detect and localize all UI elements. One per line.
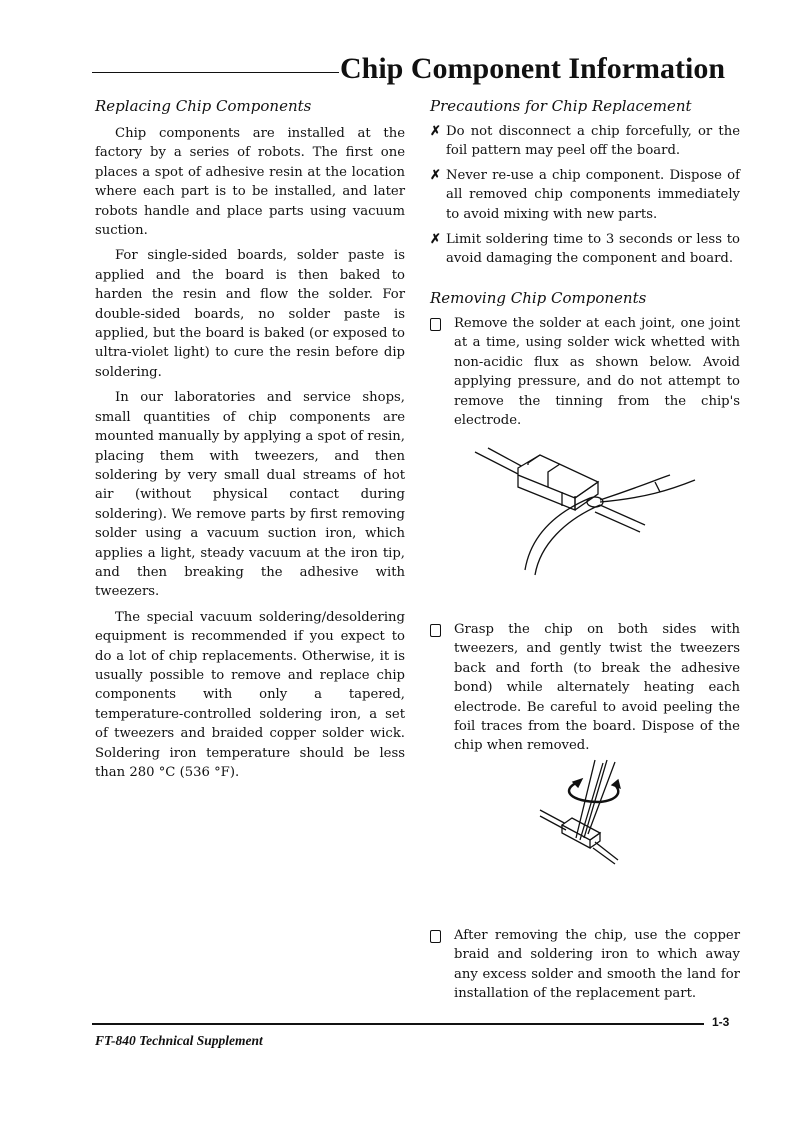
removing-step <box>430 926 740 1004</box>
replacing-heading: Replacing Chip Components <box>95 97 312 115</box>
x-mark-icon: ✗ <box>430 232 442 247</box>
removing-step <box>430 314 740 430</box>
tweezers-twist-illustration <box>500 730 640 870</box>
page-number: 1-3 <box>712 1015 730 1029</box>
precaution-text: Do not disconnect a chip forcefully, or the foil pattern may peel off the board. <box>446 124 740 159</box>
precautions-heading: Precautions for Chip Replacement <box>430 97 692 115</box>
footer-title: FT-840 Technical Supplement <box>95 1033 263 1048</box>
checkbox-square-icon <box>430 930 441 943</box>
precaution-item <box>430 122 740 161</box>
x-mark-icon: ✗ <box>430 168 442 183</box>
paragraph: Chip components are installed at the factory by a series of robots. The first one places a spot of adhesive resin at the location where each part is to be installed, and later robots handle and place parts using vacuum suction. <box>95 126 405 239</box>
precaution-item <box>430 230 740 269</box>
x-mark-icon: ✗ <box>430 124 442 139</box>
checkbox-square-icon <box>430 318 441 331</box>
checkbox-square-icon <box>430 624 441 637</box>
step-text: Remove the solder at each joint, one joint at a time, using solder wick whetted with non-acidic flux as shown below. Avoid applying pressure, and do not attempt to remove the tinning from the chip's electrode. <box>454 316 740 429</box>
precaution-text: Never re-use a chip component. Dispose of all removed chip components immediately to avoid mixing with new parts. <box>446 168 740 222</box>
paragraph: For single-sided boards, solder paste is applied and the board is then baked to harden the resin and flow the solder. For double-sided boards, no solder paste is applied, but the board is baked (or exposed to ultra-violet light) to cure the resin before dip soldering. <box>95 248 405 380</box>
step-text: After removing the chip, use the copper braid and soldering iron to which away any excess solder and smooth the land for installation of the replacement part. <box>454 928 740 1002</box>
paragraph: In our laboratories and service shops, small quantities of chip components are mounted manually by applying a spot of resin, placing them with tweezers, and then soldering by very small dual streams of hot air (without physical contact during soldering). We remove parts by first removing solder using a vacuum suction iron, which applies a light, steady vacuum at the iron tip, and then breaking the adhesive with tweezers. <box>95 390 405 600</box>
precaution-text: Limit soldering time to 3 seconds or less to avoid damaging the component and board. <box>446 232 740 267</box>
page-title: Chip Component Information <box>340 52 726 85</box>
step-text: Grasp the chip on both sides with tweezers, and gently twist the tweezers back and forth (to break the adhesive bond) while alternately heating each electrode. Be careful to avoid peeling the foil traces from the board. Dispose of the chip when removed. <box>454 622 740 754</box>
solder-wick-illustration <box>440 430 720 580</box>
left-column <box>95 124 405 788</box>
footer-rule <box>92 1023 704 1025</box>
precaution-item <box>430 166 740 224</box>
title-rule <box>92 72 339 73</box>
removing-heading: Removing Chip Components <box>430 289 647 307</box>
paragraph: The special vacuum soldering/desoldering equipment is recommended if you expect to do a lot of chip replacements. Otherwise, it is usually possible to remove and replace chip components with only a tapered, temperature-controlled soldering iron, a set of tweezers and braided copper solder wick. Soldering iron temperature should be less than 280 °C (536 °F). <box>95 609 405 780</box>
